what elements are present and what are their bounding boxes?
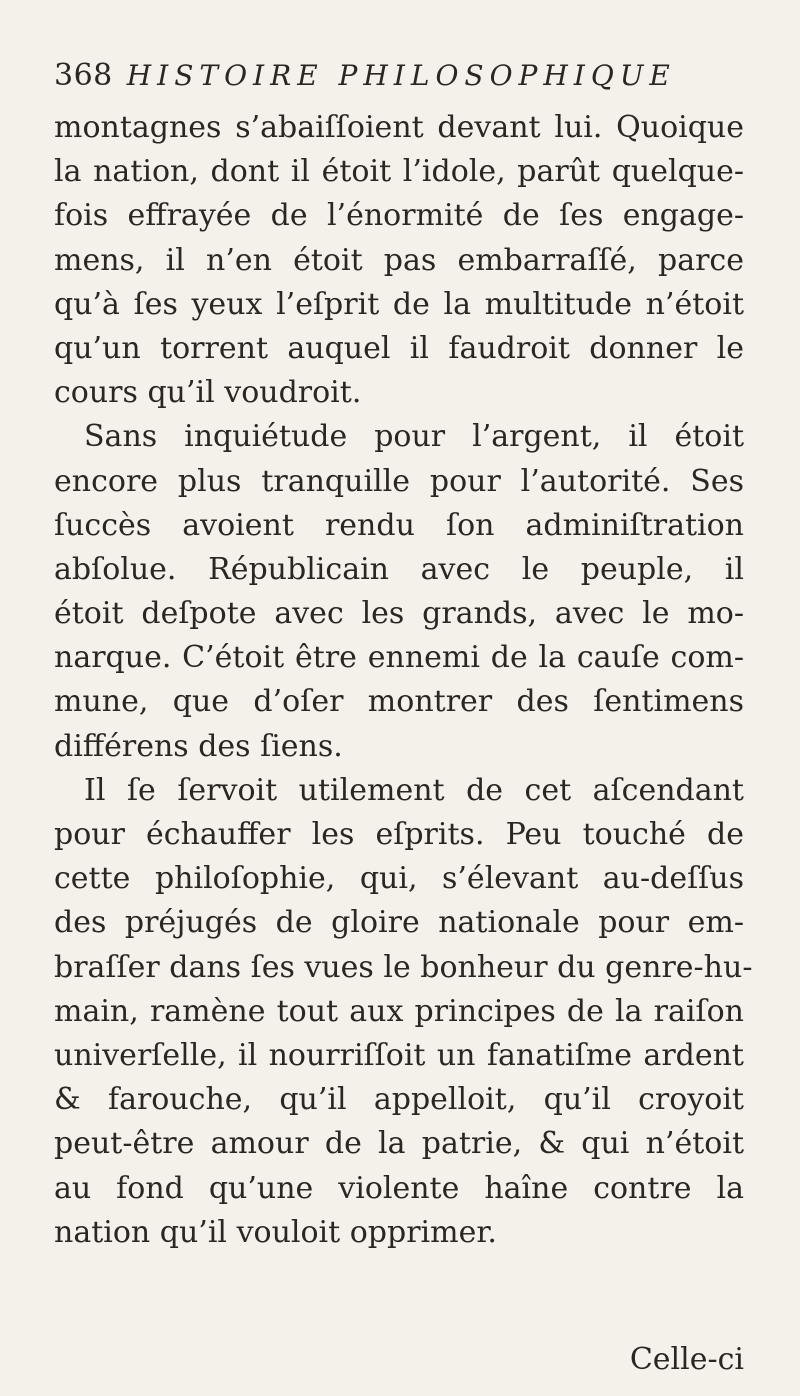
text-line: qu’à ſes yeux l’eſprit de la multitude n’étoit xyxy=(54,286,744,322)
text-line: Sans inquiétude pour l’argent, il étoit xyxy=(84,419,744,455)
text-line: braſſer dans ſes vues le bonheur du genre-hu- xyxy=(54,949,753,985)
text-line: des préjugés de gloire nationale pour em- xyxy=(54,905,744,941)
text-line: peut-être amour de la patrie, & qui n’étoit xyxy=(54,1126,744,1162)
text-line: narque. C’étoit être ennemi de la cauſe com- xyxy=(54,640,744,676)
text-line: fois effrayée de l’énormité de ſes engage- xyxy=(54,198,744,234)
text-line: différens des ſiens. xyxy=(54,728,343,764)
text-line: abſolue. Républicain avec le peuple, il xyxy=(54,551,744,587)
page-number: 368 xyxy=(54,58,113,93)
text-line: montagnes s’abaiſſoient devant lui. Quoique xyxy=(54,110,744,145)
text-line: encore plus tranquille pour l’autorité. Ses xyxy=(54,463,744,499)
text-line: étoit deſpote avec les grands, avec le mo- xyxy=(54,596,744,632)
text-line: cette philoſophie, qui, s’élevant au-deſſus xyxy=(54,861,744,897)
text-line: qu’un torrent auquel il faudroit donner le xyxy=(54,330,744,366)
page-header xyxy=(54,58,744,102)
text-line: mune, que d’oſer montrer des ſentimens xyxy=(54,684,744,720)
text-line: pour échauffer les eſprits. Peu touché de xyxy=(54,817,744,852)
text-line: au fond qu’une violente haîne contre la xyxy=(54,1170,744,1206)
text-line: univerſelle, il nourriſſoit un fanatiſme ardent xyxy=(54,1037,744,1073)
text-line: mens, il n’en étoit pas embarraſſé, parce xyxy=(54,242,744,278)
catchword: Celle-ci xyxy=(629,1342,744,1377)
text-line: cours qu’il voudroit. xyxy=(54,375,362,411)
text-line: & farouche, qu’il appelloit, qu’il croyoit xyxy=(54,1082,744,1118)
running-head: HISTOIRE PHILOSOPHIQUE xyxy=(126,59,676,92)
text-line: la nation, dont il étoit l’idole, parût quelque- xyxy=(54,154,744,190)
text-line: ſuccès avoient rendu ſon adminiſtration xyxy=(54,507,744,543)
text-line: nation qu’il vouloit opprimer. xyxy=(54,1214,497,1250)
text-line: main, ramène tout aux principes de la raiſon xyxy=(54,993,744,1029)
body-text xyxy=(54,106,753,1255)
text-line: Il ſe ſervoit utilement de cet aſcendant xyxy=(84,772,744,808)
